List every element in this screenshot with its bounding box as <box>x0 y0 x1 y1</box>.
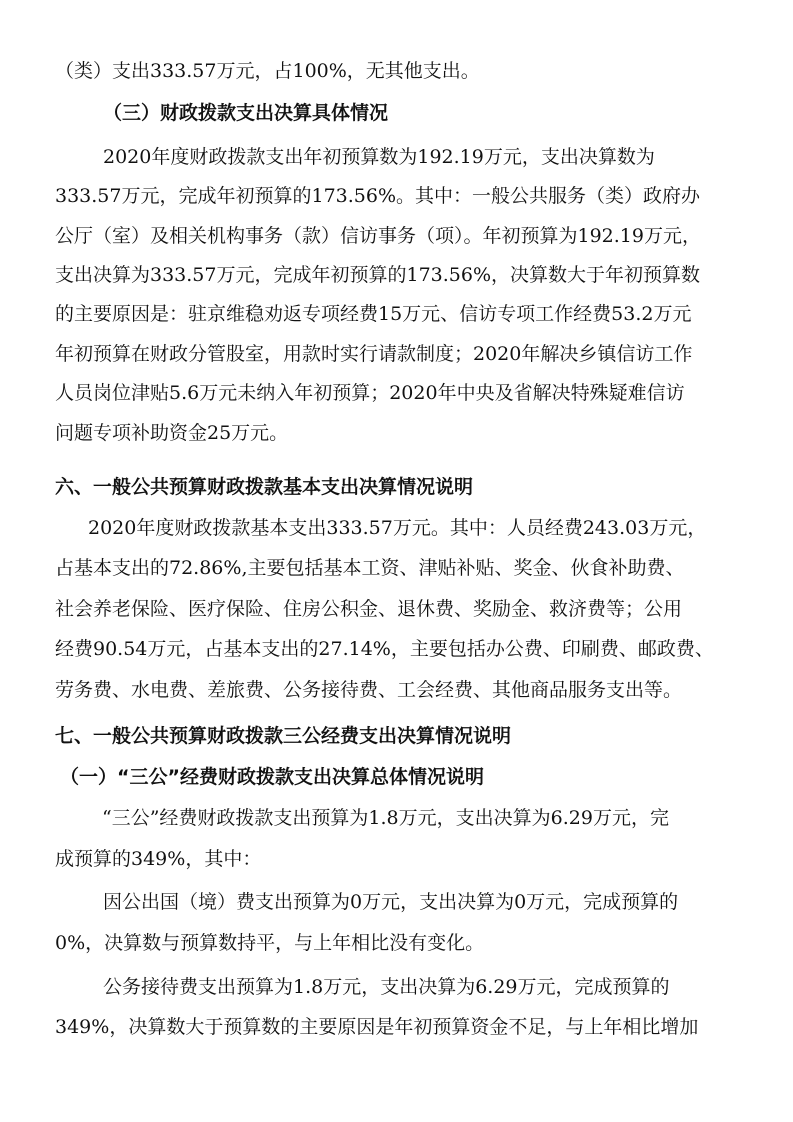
paragraph-line: 社会养老保险、医疗保险、住房公积金、退休费、奖励金、救济费等；公用 <box>55 598 683 620</box>
paragraph-line: 因公出国（境）费支出预算为0万元，支出决算为0万元，完成预算的 <box>103 891 679 913</box>
paragraph-line: 年初预算在财政分管股室，用款时实行请款制度；2020年解决乡镇信访工作 <box>55 343 693 365</box>
paragraph-line: 成预算的349%，其中： <box>55 848 262 870</box>
paragraph-line: 占基本支出的72.86%,主要包括基本工资、津贴补贴、奖金、伙食补助费、 <box>55 557 685 579</box>
paragraph-line: 349%，决算数大于预算数的主要原因是年初预算资金不足，与上年相比增加 <box>55 1016 699 1038</box>
paragraph-line: 2020年度财政拨款基本支出333.57万元。其中：人员经费243.03万元， <box>88 517 707 539</box>
subsection-heading: （一）“三公”经费财政拨款支出决算总体情况说明 <box>60 766 484 788</box>
paragraph-line: （类）支出333.57万元，占100%，无其他支出。 <box>55 60 480 82</box>
paragraph-line: 公厅（室）及相关机构事务（款）信访事务（项）。年初预算为192.19万元， <box>55 225 701 247</box>
paragraph-line: 333.57万元，完成年初预算的173.56%。其中：一般公共服务（类）政府办 <box>55 185 701 207</box>
paragraph-line: “三公”经费财政拨款支出预算为1.8万元，支出决算为6.29万元，完 <box>102 807 669 829</box>
paragraph-line: 2020年度财政拨款支出年初预算数为192.19万元，支出决算数为 <box>103 146 655 168</box>
paragraph-line: 劳务费、水电费、差旅费、公务接待费、工会经费、其他商品服务支出等。 <box>55 679 683 701</box>
section-heading: 六、一般公共预算财政拨款基本支出决算情况说明 <box>55 476 474 498</box>
section-heading: 七、一般公共预算财政拨款三公经费支出决算情况说明 <box>55 725 512 747</box>
paragraph-line: 经费90.54万元，占基本支出的27.14%，主要包括办公费、印刷费、邮政费、 <box>55 638 714 660</box>
paragraph-line: 的主要原因是：驻京维稳劝返专项经费15万元、信访专项工作经费53.2万元 <box>55 303 692 325</box>
paragraph-line: 公务接待费支出预算为1.8万元，支出决算为6.29万元，完成预算的 <box>103 976 670 998</box>
paragraph-line: 0%，决算数与预算数持平，与上年相比没有变化。 <box>55 932 485 954</box>
paragraph-line: 问题专项补助资金25万元。 <box>55 422 289 444</box>
section-heading: （三）财政拨款支出决算具体情况 <box>103 102 389 124</box>
paragraph-line: 人员岗位津贴5.6万元未纳入年初预算；2020年中央及省解决特殊疑难信访 <box>55 382 685 404</box>
paragraph-line: 支出决算为333.57万元，完成年初预算的173.56%，决算数大于年初预算数 <box>55 264 701 286</box>
